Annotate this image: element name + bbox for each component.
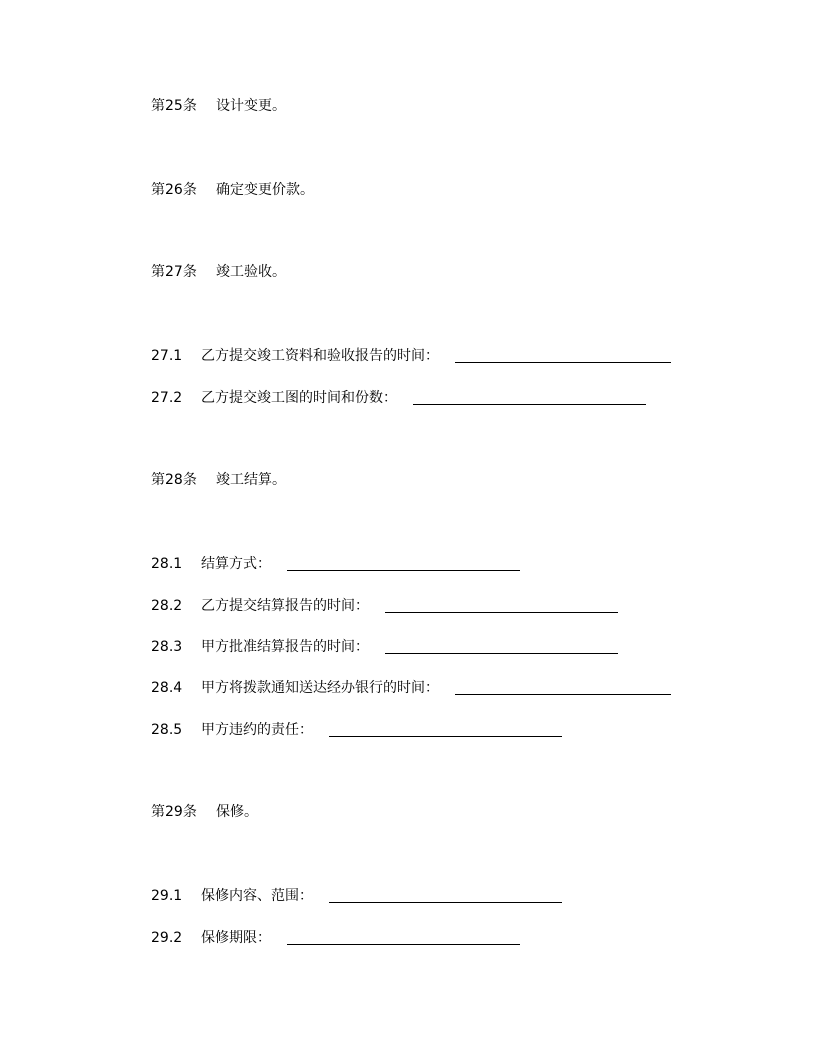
article-26 xyxy=(151,180,314,200)
clause-number: 28.2 xyxy=(151,598,183,614)
article-number: 第29条 xyxy=(151,804,197,820)
clause-number: 29.1 xyxy=(151,888,183,904)
clause-28-4 xyxy=(151,678,671,698)
clause-label: 甲方批准结算报告的时间： xyxy=(201,639,369,655)
fill-in-blank[interactable] xyxy=(413,403,646,405)
clause-label: 保修内容、范围： xyxy=(201,888,313,904)
clause-number: 28.5 xyxy=(151,722,183,738)
clause-label: 乙方提交结算报告的时间： xyxy=(201,598,369,614)
fill-in-blank[interactable] xyxy=(455,361,671,363)
clause-number: 27.2 xyxy=(151,390,183,406)
clause-label: 甲方将拨款通知送达经办银行的时间： xyxy=(201,680,439,696)
fill-in-blank[interactable] xyxy=(385,611,618,613)
article-25 xyxy=(151,96,286,116)
clause-number: 28.1 xyxy=(151,556,183,572)
clause-number: 29.2 xyxy=(151,930,183,946)
fill-in-blank[interactable] xyxy=(287,943,520,945)
fill-in-blank[interactable] xyxy=(455,693,671,695)
clause-label: 结算方式： xyxy=(201,556,271,572)
article-title: 竣工结算。 xyxy=(216,472,286,488)
clause-28-3 xyxy=(151,637,618,657)
clause-label: 乙方提交竣工图的时间和份数： xyxy=(201,390,397,406)
article-number: 第28条 xyxy=(151,472,197,488)
clause-number: 28.3 xyxy=(151,639,183,655)
article-number: 第26条 xyxy=(151,182,197,198)
article-title: 竣工验收。 xyxy=(216,264,286,280)
fill-in-blank[interactable] xyxy=(385,652,618,654)
clause-28-1 xyxy=(151,554,520,574)
clause-29-2 xyxy=(151,928,520,948)
clause-number: 27.1 xyxy=(151,348,183,364)
article-number: 第25条 xyxy=(151,98,197,114)
clause-label: 乙方提交竣工资料和验收报告的时间： xyxy=(201,348,439,364)
fill-in-blank[interactable] xyxy=(329,901,562,903)
article-29 xyxy=(151,802,258,822)
clause-29-1 xyxy=(151,886,562,906)
article-27 xyxy=(151,262,286,282)
clause-28-5 xyxy=(151,720,562,740)
article-28 xyxy=(151,470,286,490)
clause-number: 28.4 xyxy=(151,680,183,696)
clause-label: 甲方违约的责任： xyxy=(201,722,313,738)
fill-in-blank[interactable] xyxy=(287,569,520,571)
clause-label: 保修期限： xyxy=(201,930,271,946)
article-title: 设计变更。 xyxy=(216,98,286,114)
article-title: 保修。 xyxy=(216,804,258,820)
fill-in-blank[interactable] xyxy=(329,735,562,737)
clause-27-1 xyxy=(151,346,671,366)
article-number: 第27条 xyxy=(151,264,197,280)
clause-27-2 xyxy=(151,388,646,408)
article-title: 确定变更价款。 xyxy=(216,182,314,198)
clause-28-2 xyxy=(151,596,618,616)
